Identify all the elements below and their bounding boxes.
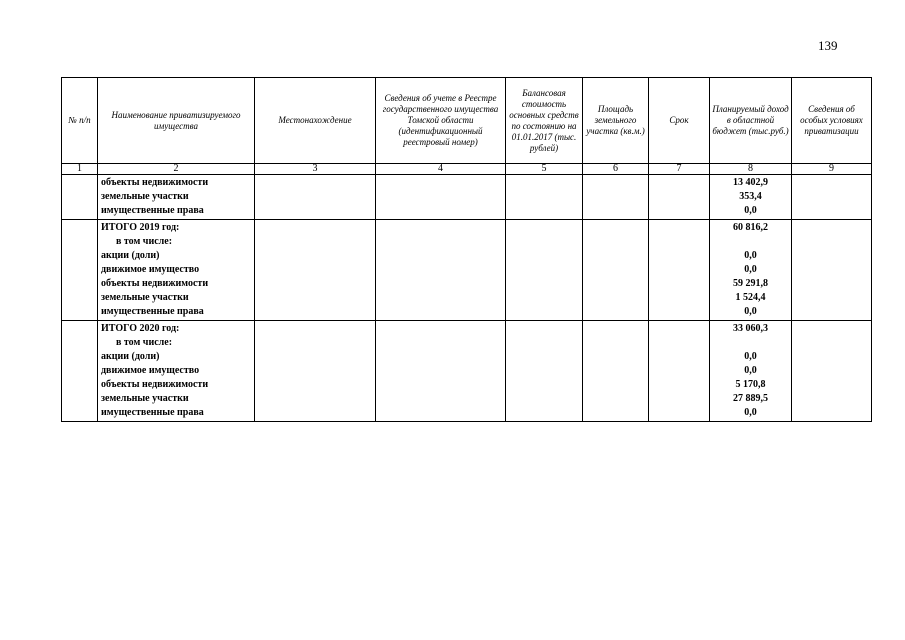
column-number: 3 <box>255 164 376 175</box>
table-row-group-2019 <box>62 220 872 321</box>
cell-empty <box>376 220 506 321</box>
header-row <box>62 78 872 164</box>
cell-empty <box>792 220 872 321</box>
item-name: объекты недвижимости <box>101 177 209 188</box>
column-number: 2 <box>98 164 255 175</box>
column-number: 8 <box>710 164 792 175</box>
income-value: 59 291,8 <box>733 278 768 289</box>
item-name: движимое имущество <box>101 264 200 275</box>
cell-names <box>98 220 255 321</box>
income-value: 0,0 <box>744 250 757 261</box>
cell-empty <box>62 175 98 220</box>
total-label: ИТОГО 2020 год: <box>101 323 180 334</box>
cell-empty <box>506 175 583 220</box>
cell-empty <box>649 175 710 220</box>
income-value: 0,0 <box>744 264 757 275</box>
item-name: объекты недвижимости <box>101 278 209 289</box>
cell-empty <box>792 175 872 220</box>
cell-empty <box>255 175 376 220</box>
cell-incomes <box>710 175 792 220</box>
header-cell-balance: Балансовая стоимость основных средств по состоянию на 01.01.2017 (тыс. рублей) <box>506 78 583 164</box>
header-cell-income: Планируемый доход в областной бюджет (тыс.руб.) <box>710 78 792 164</box>
income-value <box>710 336 791 350</box>
item-name: земельные участки <box>101 191 189 202</box>
income-value: 0,0 <box>744 407 757 418</box>
cell-empty <box>506 321 583 422</box>
item-name: акции (доли) <box>101 250 160 261</box>
income-value: 0,0 <box>744 351 757 362</box>
cell-empty <box>649 220 710 321</box>
column-number: 7 <box>649 164 710 175</box>
income-value: 5 170,8 <box>735 379 766 390</box>
item-name: движимое имущество <box>101 365 200 376</box>
item-name: в том числе: <box>116 236 173 247</box>
income-value: 27 889,5 <box>733 393 768 404</box>
item-name: в том числе: <box>116 337 173 348</box>
item-name: объекты недвижимости <box>101 379 209 390</box>
income-value: 0,0 <box>744 306 757 317</box>
cell-empty <box>506 220 583 321</box>
income-value: 1 524,4 <box>735 292 766 303</box>
cell-empty <box>649 321 710 422</box>
column-number: 4 <box>376 164 506 175</box>
income-value: 13 402,9 <box>733 177 768 188</box>
header-cell-location: Местонахождение <box>255 78 376 164</box>
item-name: имущественные права <box>101 306 204 317</box>
income-value: 33 060,3 <box>733 323 768 334</box>
item-name: земельные участки <box>101 393 189 404</box>
income-value: 0,0 <box>744 205 757 216</box>
income-value: 353,4 <box>739 191 762 202</box>
cell-empty <box>376 321 506 422</box>
cell-empty <box>62 220 98 321</box>
item-name: имущественные права <box>101 407 204 418</box>
cell-empty <box>62 321 98 422</box>
cell-empty <box>255 321 376 422</box>
column-number: 1 <box>62 164 98 175</box>
cell-empty <box>583 321 649 422</box>
header-cell-name: Наименование приватизируемого имущества <box>98 78 255 164</box>
header-cell-registry: Сведения об учете в Реестре государственного имущества Томской области (идентификационный реестровый номер) <box>376 78 506 164</box>
income-value: 60 816,2 <box>733 222 768 233</box>
column-number-row <box>62 164 872 175</box>
privatization-table <box>61 77 872 422</box>
page-number: 139 <box>818 38 838 53</box>
item-name: имущественные права <box>101 205 204 216</box>
cell-empty <box>583 175 649 220</box>
column-number: 9 <box>792 164 872 175</box>
cell-names <box>98 175 255 220</box>
cell-empty <box>376 175 506 220</box>
header-cell-area: Площадь земельного участка (кв.м.) <box>583 78 649 164</box>
cell-incomes <box>710 321 792 422</box>
cell-empty <box>583 220 649 321</box>
item-name: акции (доли) <box>101 351 160 362</box>
header-cell-term: Срок <box>649 78 710 164</box>
income-value: 0,0 <box>744 365 757 376</box>
item-name: земельные участки <box>101 292 189 303</box>
header-cell-conditions: Сведения об особых условиях приватизации <box>792 78 872 164</box>
cell-empty <box>255 220 376 321</box>
table-row-group-2020 <box>62 321 872 422</box>
income-value <box>710 235 791 249</box>
table-row-group-continuation <box>62 175 872 220</box>
cell-names <box>98 321 255 422</box>
header-cell-number: № п/п <box>62 78 98 164</box>
column-number: 5 <box>506 164 583 175</box>
column-number: 6 <box>583 164 649 175</box>
total-label: ИТОГО 2019 год: <box>101 222 180 233</box>
cell-incomes <box>710 220 792 321</box>
cell-empty <box>792 321 872 422</box>
